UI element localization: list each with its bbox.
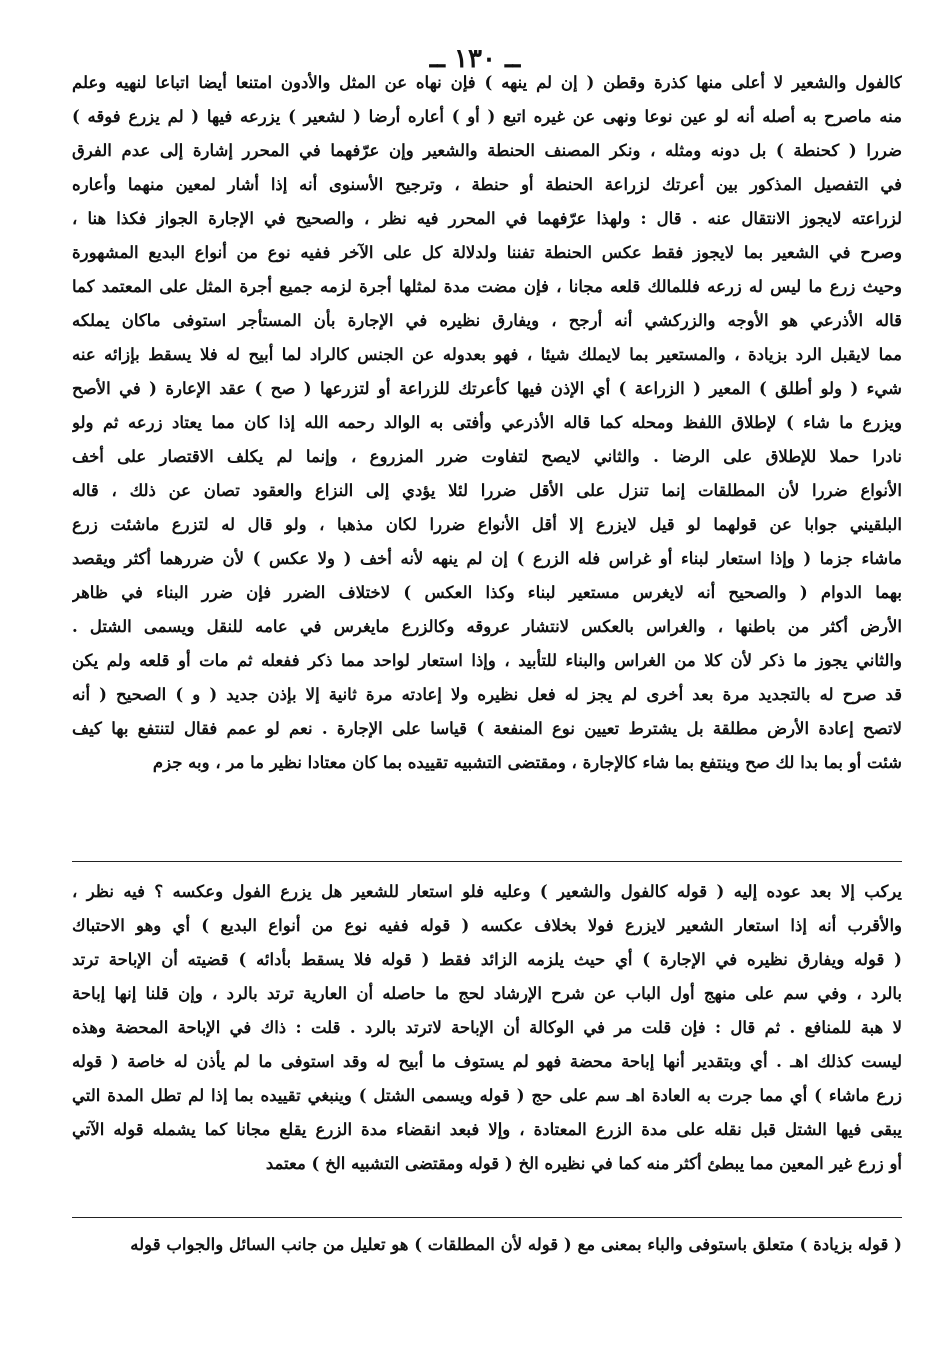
text-line: ماشاء جزما ( وإذا استعار لبناء أو غراس فله الزرع ) إن لم ينهه لأنه أخف ( ولا عكس ) لأن ضررهما أكثر ويقصد	[72, 549, 902, 568]
text-line: وحيث زرع ما ليس له زرعه فللمالك قلعه مجانا ، فإن مضت مدة لمثلها أجرة لزمه جميع أجرة المثل على المعتمد كما	[72, 277, 902, 296]
footnote-line: والأقرب أنه إذا استعار الشعير لايزرع فولا بخلاف عكسه ( قوله ففيه نوع من أنواع البديع ) أي وهو الاحتباك	[72, 916, 902, 935]
text-line: شئت أو بما بدا لك صح وينتفع بما شاء كالإجارة ، ومقتضى التشبيه تقييده بما كان معتادا نظير ما مر ، وبه جزم	[152, 753, 902, 772]
footnote-divider	[72, 861, 902, 862]
footnote-line: ( قوله ويفارق نظيره في الإجارة ) أي حيث يلزمه الزائد فقط ( قوله فلا يسقط بأدائه ) قضيته أن الإباحة ترتد	[72, 950, 902, 969]
footnote-line: يبقى فيها الشتل قبل نقله على مدة الزرع المعتادة ، وإلا فبعد انقضاء مدة الزرع يقلع مجانا كما يشمله قوله الآتي	[72, 1120, 902, 1139]
page-number: ــ ١٣٠ ــ	[429, 44, 521, 74]
text-line: الأنواع ضررا لأن المطلقات إنما تنزل على الأقل ضررا لئلا يؤدي إلى النزاع والعقود تصان عن ذلك ، قاله	[72, 481, 902, 500]
text-line: لاتصح إعادة الأرض مطلقة بل يشترط تعيين نوع المنفعة ) قياسا على الإجارة . نعم لو عمم فقال لتنتفع بها كيف	[72, 719, 902, 738]
text-line: وصرح في الشعير بما لايجوز فقط عكس الحنطة تفننا ولدلالة كل على الآخر ففيه نوع من أنواع البديع المشهورة	[72, 243, 902, 262]
footnotes-body	[72, 875, 902, 1181]
text-line: نادرا حملا للإطلاق على الرضا . والثاني لايصح لتفاوت ضرر المزروع ، وإنما لم يكلف الاقتصار على أخف	[72, 447, 902, 466]
text-line: لزراعته لايجوز الانتقال عنه . قال : ولهذا عرّفهما في المحرر فيه نظر ، والصحيح في الإجارة الجواز فكذا هنا ،	[72, 209, 902, 228]
margin-note-line: ( قوله بزيادة ) متعلق باستوفى والباء بمعنى مع ( قوله لأن المطلقات ) هو تعليل من جانب السائل والجواب قوله	[130, 1235, 902, 1254]
main-text-body	[72, 66, 902, 780]
text-line: كالفول والشعير لا أعلى منها كذرة وقطن ( إن لم ينهه ) فإن نهاه عن المثل والأدون امتنعا أيضا اتباعا لنهيه وعلم	[72, 73, 902, 92]
text-line: والثاني يجوز ما ذكر لأن كلا من الغراس والبناء للتأبيد ، وإذا استعار لواحد مما ذكر ففعله ثم مات أو قلعه ولم يكن	[72, 651, 902, 670]
footnote-line: زرع ماشاء ) أي مما جرت به العادة اهـ سم على حج ( قوله ويسمى الشتل ) وينبغي تقييده بما إذا لم تطل المدة التي	[72, 1086, 902, 1105]
text-line: البلقيني جوابا عن قولهما لو قيل لايزرع إلا أقل الأنواع ضررا لكان مذهبا ، ولو قال له لتزرع ماشئت زرع	[72, 515, 902, 534]
footnote-line: أو زرع غير المعين مما يبطئ أكثر منه كما في نظيره الخ ( قوله ومقتضى التشبيه الخ ) معتمد	[265, 1154, 902, 1173]
footnote-line: يركب إلا بعد عوده إليه ( قوله كالفول والشعير ) وعليه فلو استعار للشعير هل يزرع الفول وعكسه ؟ فيه نظر ،	[72, 882, 902, 901]
text-line: الأرض أكثر من باطنها ، والغراس بالعكس لانتشار عروقه وكالزرع مايغرس في عامه للنقل ويسمى الشتل .	[72, 617, 902, 636]
text-line: قد صرح له بالتجديد مرة بعد أخرى لم يجز له فعل نظيره ولا إعادته مرة ثانية إلا بإذن جديد ( و ) الصحيح ( أنه	[72, 685, 902, 704]
text-line: شيء ( ولو أطلق ) المعير ( الزراعة ) أي الإذن فيها كأعرتك للزراعة أو لتزرعها ( صح ) عقد الإعارة ( في الأصح	[72, 379, 902, 398]
footnote-line: بالرد ، وفي سم على منهج أول الباب عن شرح الإرشاد لحج ما حاصله أن العارية ترتد بالرد ، وإن قلنا إنها إباحة	[72, 984, 902, 1003]
footnote-line: ليست كذلك اهـ . أي وبتقدير أنها إباحة محضة فهو لم يستوف ما أبيح له وقد استوفى ما لم يأذن له خاصة ( قوله	[72, 1052, 902, 1071]
text-line: قاله الأذرعي هو الأوجه والزركشي أنه أرجح ، ويفارق نظيره في الإجارة بأن المستأجر استوفى ماكان يملكه	[72, 311, 902, 330]
text-line: منه ماصرح به أصله أنه لو عين نوعا ونهى عن غيره اتبع ( أو ) أعاره أرضا ( لشعير ) يزرعه فيها ( لم يزرع فوقه )	[72, 107, 902, 126]
margin-note-body	[72, 1228, 902, 1262]
margin-note-divider	[72, 1217, 902, 1218]
text-line: في التفصيل المذكور بين أعرتك لزراعة الحنطة أو حنطة ، وترجيح الأسنوى أنه إذا أشار لمعين منهما وأعاره	[72, 175, 902, 194]
footnote-line: لا هبة للمنافع . ثم قال : فإن قلت مر في الوكالة أن الإباحة لاترتد بالرد . قلت : ذاك في الإباحة المحضة وهذه	[72, 1018, 902, 1037]
text-line: مما لايقبل الرد بزيادة ، والمستعير بما لايملك شيئا ، فهو بعدوله عن الجنس كالراد لما أبيح له فلا يسقط بإزائه عنه	[72, 345, 902, 364]
text-line: بهما الدوام ( والصحيح أنه لايغرس مستعير لبناء وكذا العكس ) لاختلاف الضرر فإن ضرر البناء في ظاهر	[72, 583, 902, 602]
text-line: ضررا ( كحنطة ) بل دونه ومثله ، ونكر المصنف الحنطة والشعير وإن عرّفهما في المحرر إشارة إلى عدم الفرق	[72, 141, 902, 160]
text-line: ويزرع ما شاء ) لإطلاق اللفظ ومحله كما قاله الأذرعي وأفتى به الوالد رحمه الله إذا كان مما يعتاد زرعه ثم ولو	[72, 413, 902, 432]
